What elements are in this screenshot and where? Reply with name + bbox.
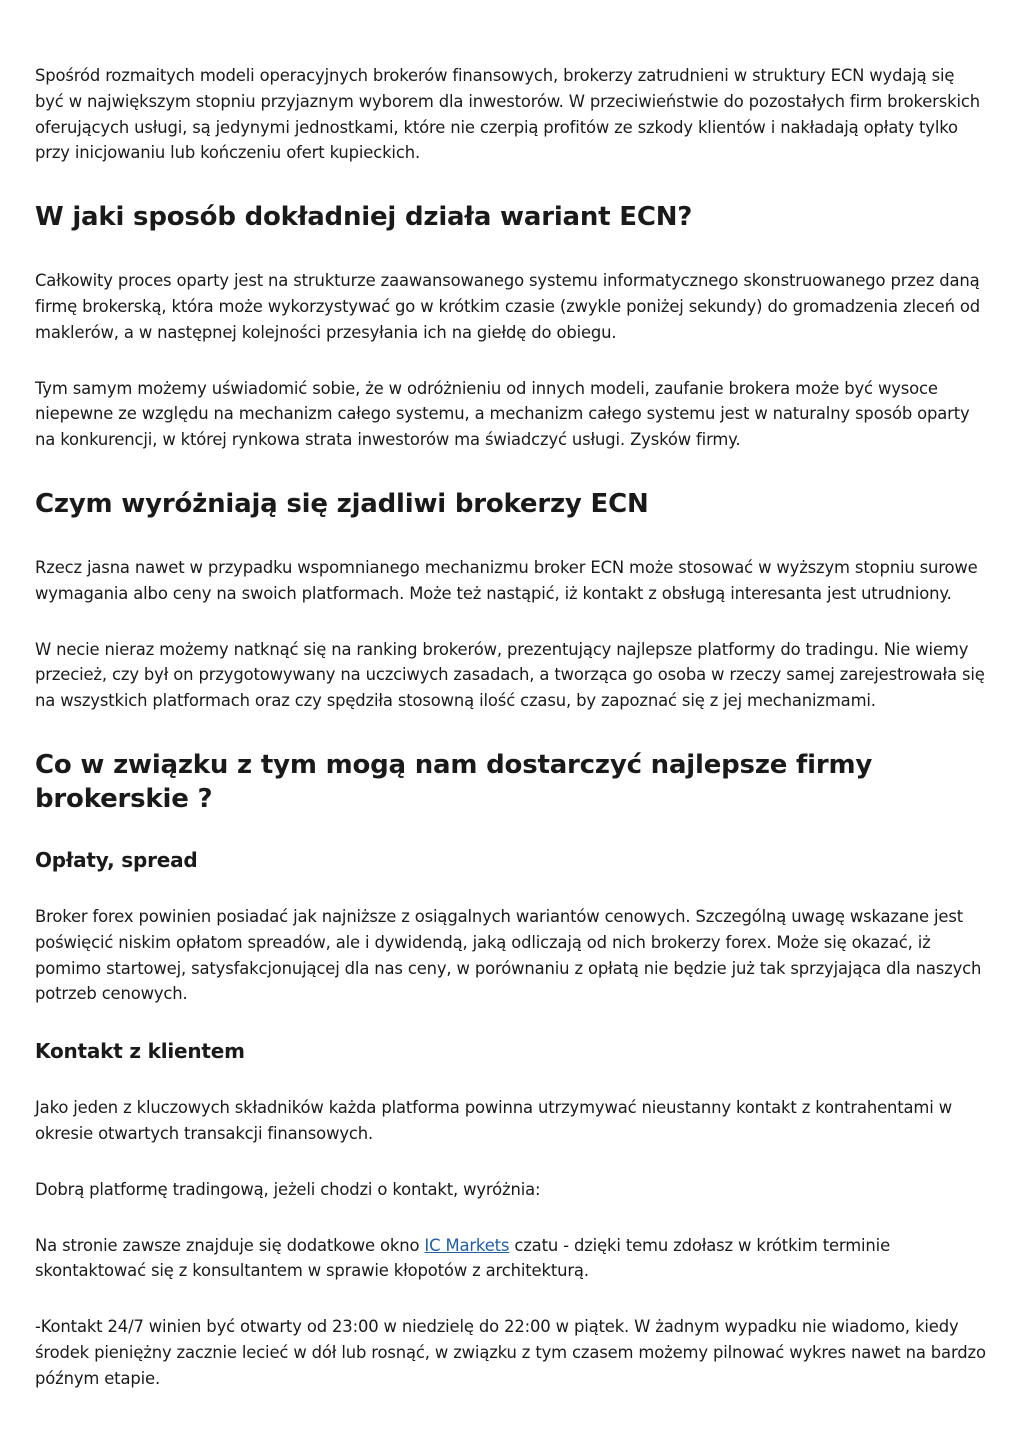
- heading-best-brokers: Co w związku z tym mogą nam dostarczyć najlepsze firmy brokerskie ?: [35, 749, 873, 814]
- subheading-customer-contact: Kontakt z klientem: [35, 1039, 245, 1064]
- paragraph-good-platform: Dobrą platformę tradingową, jeżeli chodzi o kontakt, wyróżnia:: [35, 1179, 541, 1199]
- intro-paragraph: Spośród rozmaitych modeli operacyjnych brokerów finansowych, brokerzy zatrudnieni w struktury ECN wydają się być w największym stopniu przyjaznym wyborem dla inwestorów. W przeciwieństwie do pozostałych firm brokerskich oferujących usługi, są jedynymi jednostkami, które nie czerpią profitów ze szkody klientów i nakładają opłaty tylko przy inicjowaniu lub kończeniu ofert kupieckich.: [35, 66, 980, 163]
- paragraph-requirements: Rzecz jasna nawet w przypadku wspomnianego mechanizmu broker ECN może stosować w wyższym stopniu surowe wymagania albo ceny na swoich platformach. Może też nastąpić, iż kontakt z obsługą interesanta jest utrudniony.: [35, 557, 978, 603]
- chat-text-after: czatu - dzięki temu zdołasz w krótkim terminie skontaktować się z konsultantem w sprawie kłopotów z architekturą.: [35, 1235, 891, 1281]
- subheading-fees-spread: Opłaty, spread: [35, 847, 198, 872]
- heading-ecn-brokers: Czym wyróżniają się zjadliwi brokerzy ECN: [35, 488, 649, 519]
- chat-text-before: Na stronie zawsze znajduje się dodatkowe okno: [35, 1235, 425, 1255]
- paragraph-fees: Broker forex powinien posiadać jak najniższe z osiągalnych wariantów cenowych. Szczególną uwagę wskazane jest poświęcić niskim opłatom spreadów, ale i dywidendą, jaką odliczają od nich brokerzy forex. Może się okazać, iż pomimo startowej, satysfakcjonującej dla nas ceny, w porównaniu z opłatą nie będzie już tak sprzyjająca dla naszych potrzeb cenowych.: [35, 906, 982, 1004]
- paragraph-chat-window: [35, 1233, 988, 1285]
- paragraph-trust: Tym samym możemy uświadomić sobie, że w odróżnieniu od innych modeli, zaufanie brokera może być wysoce niepewne ze względu na mechanizm całego systemu, a mechanizm całego systemu jest w naturalny sposób oparty na konkurencji, w której rynkowa strata inwestorów ma świadczyć usługi. Zysków firmy.: [35, 378, 970, 450]
- paragraph-contact: Jako jeden z kluczowych składników każda platforma powinna utrzymywać nieustanny kontakt z kontrahentami w okresie otwartych transakcji finansowych.: [35, 1098, 952, 1143]
- paragraph-contact-hours: -Kontakt 24/7 winien być otwarty od 23:00 w niedzielę do 22:00 w piątek. W żadnym wypadku nie wiadomo, kiedy środek pieniężny zacznie lecieć w dół lub rosnąć, w związku z tym czasem możemy pilnować wykres nawet na bardzo późnym etapie.: [35, 1317, 986, 1388]
- ic-markets-link[interactable]: IC Markets: [424, 1235, 510, 1255]
- paragraph-process: Całkowity proces oparty jest na strukturze zaawansowanego systemu informatycznego skonstruowanego przez daną firmę brokerską, która może wykorzystywać go w krótkim czasie (zwykle poniżej sekundy) do gromadzenia zleceń od maklerów, a w następnej kolejności przesyłania ich na giełdę do obiegu.: [35, 271, 981, 342]
- heading-ecn-how-it-works: W jaki sposób dokładniej działa wariant ECN?: [35, 202, 693, 233]
- paragraph-ranking: W necie nieraz możemy natknąć się na ranking brokerów, prezentujący najlepsze platformy do tradingu. Nie wiemy przecież, czy był on przygotowywany na uczciwych zasadach, a tworząca go osoba w rzeczy samej zarejestrowała się na wszystkich platformach oraz czy spędziła stosowną ilość czasu, by zapoznać się z jej mechanizmami.: [35, 639, 985, 711]
